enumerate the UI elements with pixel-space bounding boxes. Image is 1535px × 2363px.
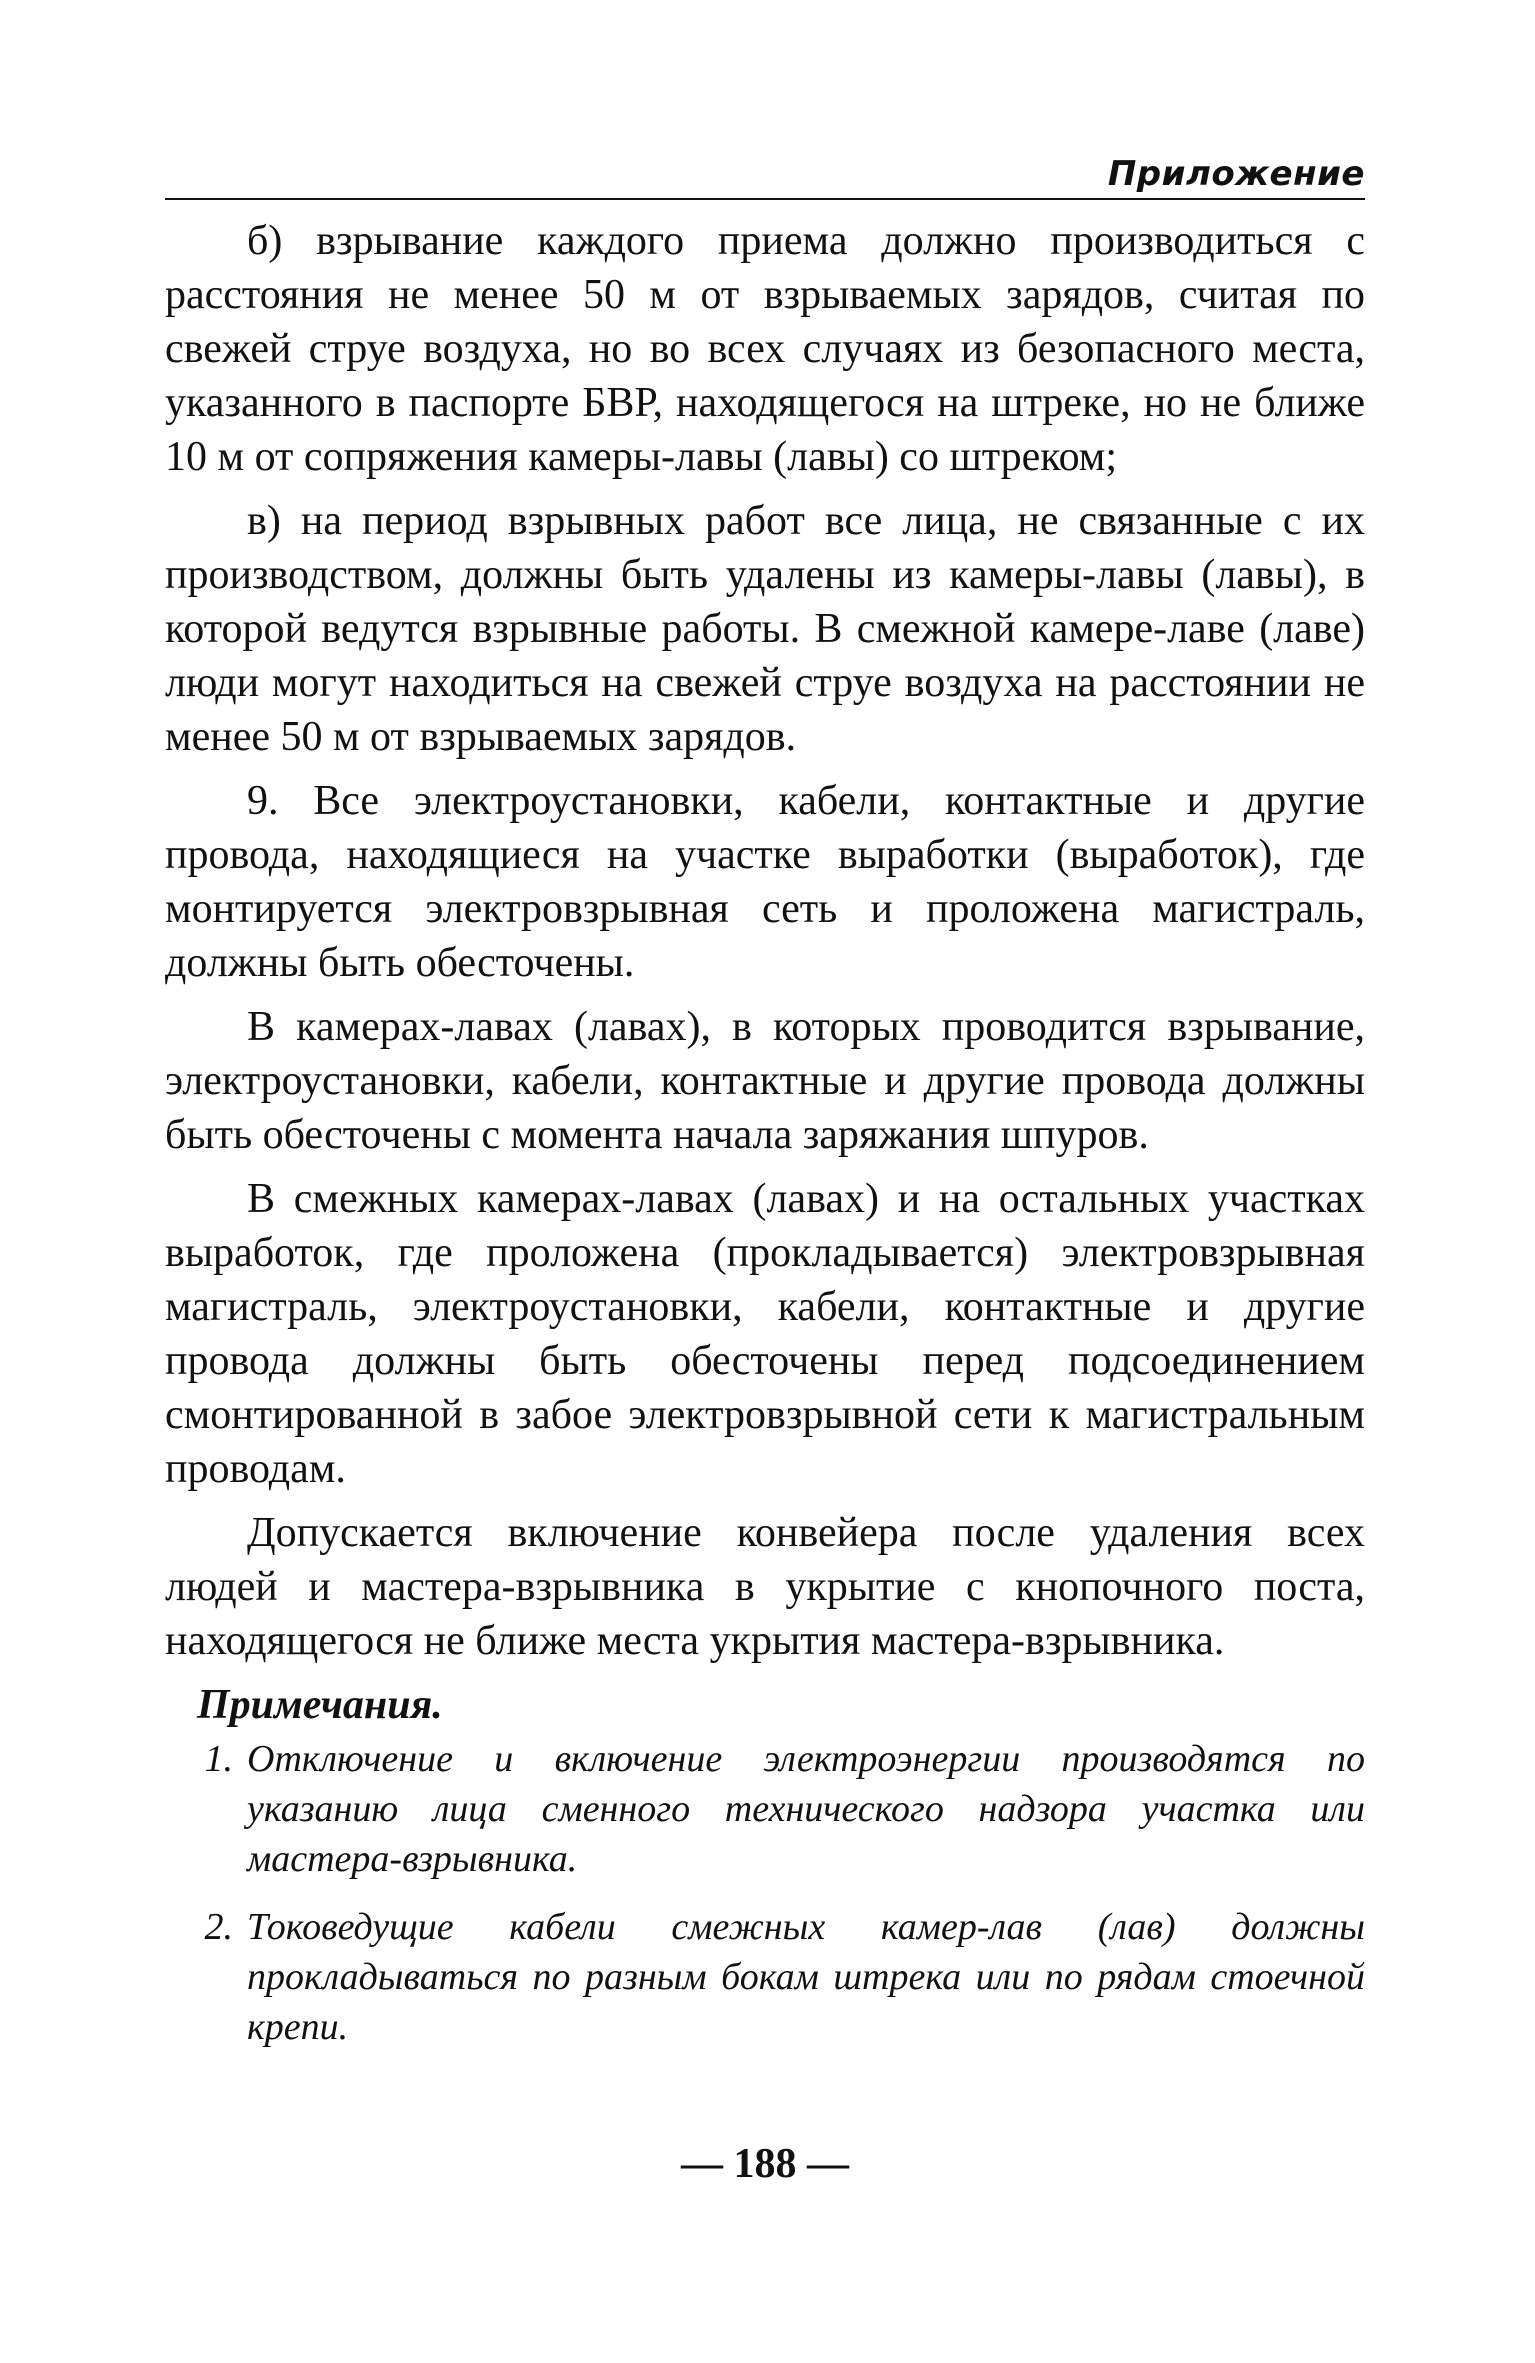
note-item (165, 1734, 1365, 1884)
page-number: — 188 — (681, 2141, 849, 2187)
running-header (165, 150, 1365, 200)
header-title: Приложение (1107, 154, 1365, 194)
note-number: 2. (204, 1906, 233, 1948)
page (165, 150, 1365, 2187)
paragraph-adjacent-chambers: В смежных камерах-лавах (лавах) и на остальных участках выработок, где проложена (прокладывается) электровзрывная магистраль, электроустановки, кабели, контактные и другие провода должны быть обесточены перед подсоединением смонтированной в забое электровзрывной сети к магистральным проводам. (165, 1176, 1365, 1492)
paragraph-conveyor: Допускается включение конвейера после удаления всех людей и мастера-взрывника в укрытие с кнопочного поста, находящегося не ближе места укрытия мастера-взрывника. (165, 1510, 1365, 1664)
note-text: Токоведущие кабели смежных камер-лав (лав) должны прокладываться по разным бокам штрека или по рядам стоечной крепи. (247, 1906, 1365, 2048)
paragraph-9: 9. Все электроустановки, кабели, контактные и другие провода, находящиеся на участке выработки (выработок), где монтируется электровзрывная сеть и проложена магистраль, должны быть обесточены. (165, 778, 1365, 986)
paragraph-chambers: В камерах-лавах (лавах), в которых проводится взрывание, электроустановки, кабели, контактные и другие провода должны быть обесточены с момента начала заряжания шпуров. (165, 1004, 1365, 1158)
notes-title: Примечания. (197, 1682, 443, 1728)
note-text: Отключение и включение электроэнергии производятся по указанию лица сменного технического надзора участка или мастера-взрывника. (247, 1738, 1365, 1880)
paragraph-b: б) взрывание каждого приема должно производиться с расстояния не менее 50 м от взрываемых зарядов, считая по свежей струе воздуха, но во всех случаях из безопасного места, указанного в паспорте БВР, находящегося на штреке, но не ближе 10 м от сопряжения камеры-лавы (лавы) со штреком; (165, 218, 1365, 480)
paragraph-v: в) на период взрывных работ все лица, не связанные с их производством, должны быть удалены из камеры-лавы (лавы), в которой ведутся взрывные работы. В смежной камере-лаве (лаве) люди могут находиться на свежей струе воздуха на расстоянии не менее 50 м от взрываемых зарядов. (165, 498, 1365, 760)
note-item (165, 1902, 1365, 2052)
note-number: 1. (204, 1738, 233, 1780)
